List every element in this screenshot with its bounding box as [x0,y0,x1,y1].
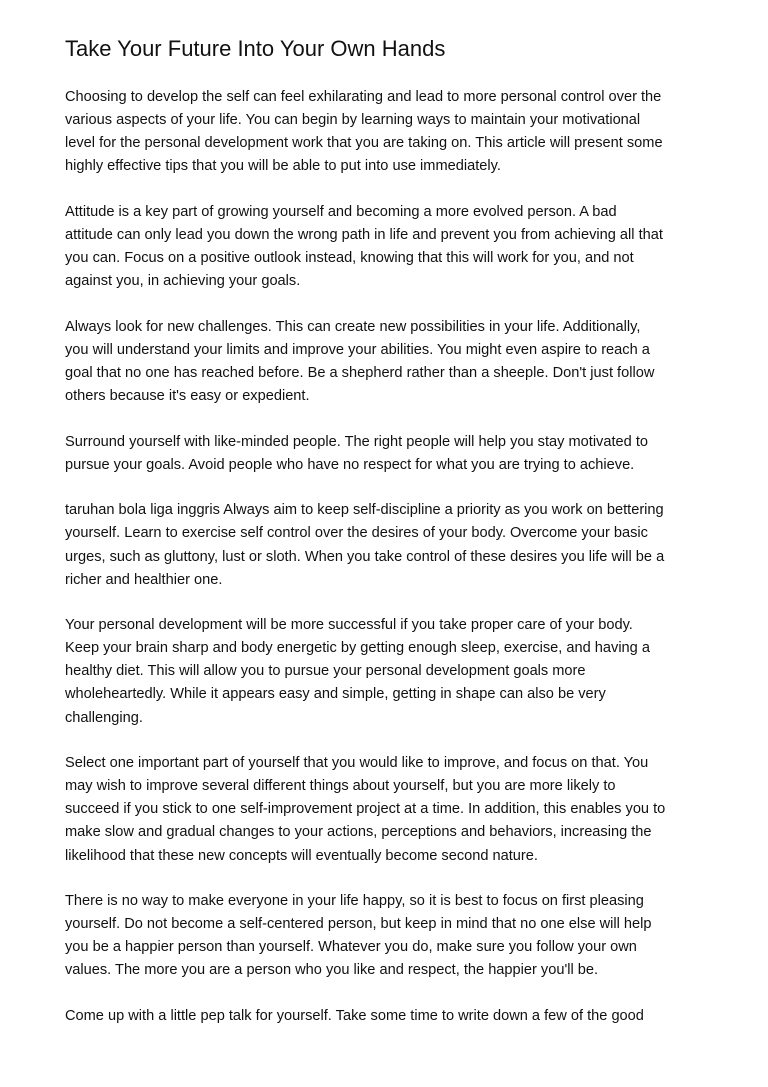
paragraph [65,1005,713,1028]
document-body [65,86,713,1051]
text-line: Select one important part of yourself that you would like to improve, and focus on that. You [65,755,649,772]
paragraph [65,890,713,982]
text-line: There is no way to make everyone in your life happy, so it is best to focus on first pleasing [65,893,644,910]
text-line: wholeheartedly. While it appears easy and simple, getting in shape can also be very [65,686,606,703]
text-line: challenging. [65,709,143,726]
text-line: Attitude is a key part of growing yourself and becoming a more evolved person. A bad [65,203,617,220]
paragraph [65,201,713,293]
text-line: level for the personal development work that you are taking on. This article will present some [65,135,663,152]
text-line: likelihood that these new concepts will eventually become second nature. [65,847,538,864]
paragraph [65,614,713,729]
text-line: various aspects of your life. You can begin by learning ways to maintain your motivational [65,112,641,129]
document-title: Take Your Future Into Your Own Hands [65,36,446,61]
text-line: attitude can only lead you down the wrong path in life and prevent you from achieving all that [65,226,663,243]
text-line: yourself. Learn to exercise self control over the desires of your body. Overcome your basic [65,525,648,542]
paragraph [65,86,713,178]
text-line: highly effective tips that you will be able to put into use immediately. [65,158,501,175]
text-line: Choosing to develop the self can feel exhilarating and lead to more personal control over the [65,89,662,105]
text-line: you can. Focus on a positive outlook instead, knowing that this will work for you, and not [65,250,634,267]
text-line: you be a happier person than yourself. Whatever you do, make sure you follow your own [65,939,637,956]
text-line: succeed if you stick to one self-improvement project at a time. In addition, this enables you to [65,801,666,818]
text-line: Keep your brain sharp and body energetic by getting enough sleep, exercise, and having a [65,640,650,657]
text-line: you will understand your limits and improve your abilities. You might even aspire to reach a [65,341,650,358]
text-line: pursue your goals. Avoid people who have no respect for what you are trying to achieve. [65,456,635,473]
text-line: Surround yourself with like-minded people. The right people will help you stay motivated to [65,433,648,450]
paragraph [65,499,713,591]
text-line: healthy diet. This will allow you to pursue your personal development goals more [65,663,586,680]
text-line: richer and healthier one. [65,571,223,588]
text-line: make slow and gradual changes to your actions, perceptions and behaviors, increasing the [65,824,652,841]
paragraph [65,431,713,477]
text-line: may wish to improve several different things about yourself, but you are more likely to [65,778,616,795]
text-line: yourself. Do not become a self-centered person, but keep in mind that no one else will help [65,916,652,933]
paragraph [65,752,713,867]
text-line: Your personal development will be more successful if you take proper care of your body. [65,617,633,634]
text-line: goal that no one has reached before. Be a shepherd rather than a sheeple. Don't just follow [65,364,655,381]
text-line: others because it's easy or expedient. [65,388,310,405]
text-line: against you, in achieving your goals. [65,273,301,290]
text-line: taruhan bola liga inggris Always aim to keep self-discipline a priority as you work on bettering [65,502,664,519]
paragraph [65,316,713,408]
text-line: Always look for new challenges. This can create new possibilities in your life. Additionally, [65,318,641,335]
text-line: Come up with a little pep talk for yourself. Take some time to write down a few of the good [65,1008,644,1024]
text-line: values. The more you are a person who you like and respect, the happier you'll be. [65,962,599,979]
text-line: urges, such as gluttony, lust or sloth. When you take control of these desires you life will be a [65,548,665,565]
